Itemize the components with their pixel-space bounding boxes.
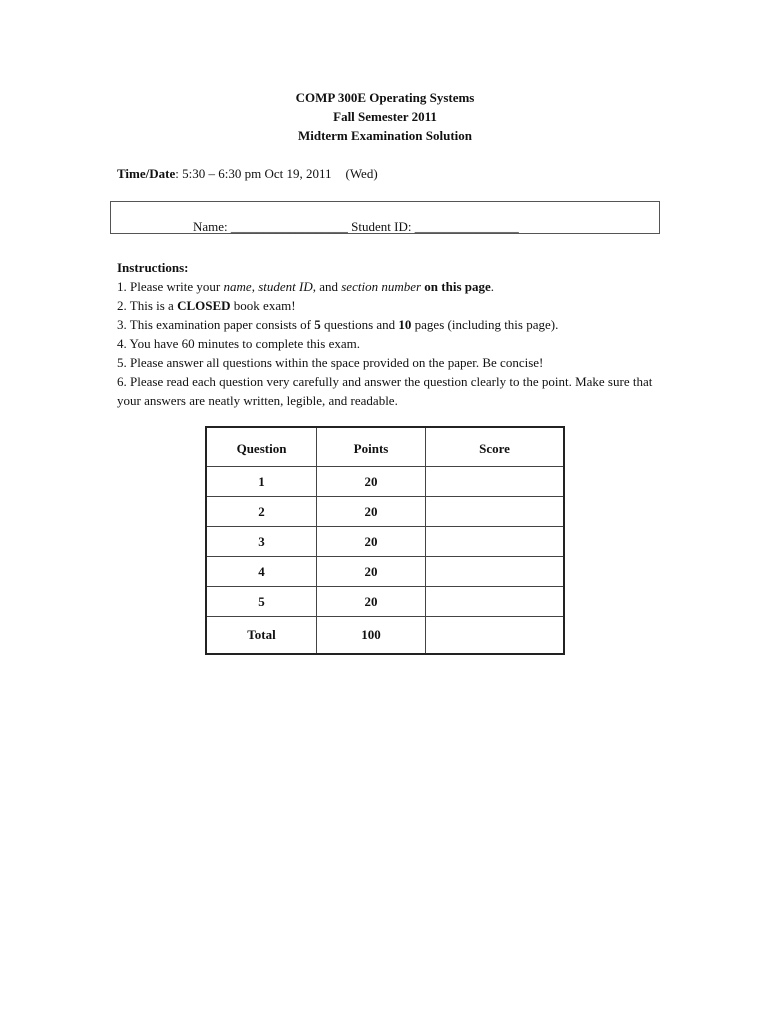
instruction-2-bold: CLOSED [177, 298, 231, 313]
points-cell: 20 [317, 497, 426, 527]
instruction-1-student-id: student ID [258, 279, 313, 294]
instructions-title: Instructions: [117, 260, 189, 275]
instruction-3-questions: 5 [314, 317, 321, 332]
name-id-line: Name: __________________ Student ID: ________________ [193, 219, 519, 234]
header-points: Points [317, 427, 426, 467]
semester-title: Fall Semester 2011 [333, 109, 437, 124]
question-cell: 2 [206, 497, 317, 527]
instruction-3 [117, 315, 677, 334]
points-cell: 20 [317, 587, 426, 617]
total-points: 100 [317, 617, 426, 655]
exam-title: Midterm Examination Solution [297, 128, 473, 143]
instruction-5: 5. Please answer all questions within the space provided on the paper. Be concise! [117, 355, 544, 370]
points-cell: 20 [317, 527, 426, 557]
course-title: COMP 300E Operating Systems [295, 90, 475, 105]
time-date [117, 165, 378, 183]
name-id-box [110, 201, 660, 234]
total-row [206, 617, 564, 655]
header-score: Score [426, 427, 565, 467]
header-question: Question [206, 427, 317, 467]
instruction-4: 4. You have 60 minutes to complete this exam. [117, 336, 361, 351]
instruction-3-end: pages (including this page). [411, 317, 559, 332]
instruction-1-bold: on this page [424, 279, 491, 294]
score-cell[interactable] [426, 527, 565, 557]
time-date-label: Time/Date [117, 166, 176, 181]
instruction-1 [117, 277, 677, 296]
score-cell[interactable] [426, 557, 565, 587]
score-table-header [206, 427, 564, 467]
points-cell: 20 [317, 467, 426, 497]
instruction-3-pages: 10 [398, 317, 412, 332]
instruction-1-section: section number [341, 279, 422, 294]
table-row [206, 527, 564, 557]
question-cell: 3 [206, 527, 317, 557]
instruction-6: 6. Please read each question very carefully and answer the question clearly to the point. Make sure that your answers are neatly written, legible, and readable. [117, 374, 653, 408]
total-label: Total [206, 617, 317, 655]
instruction-3-prefix: 3. This examination paper consists of [117, 317, 315, 332]
time-date-day: (Wed) [345, 166, 378, 181]
table-row [206, 467, 564, 497]
score-cell[interactable] [426, 467, 565, 497]
instruction-3-mid: questions and [320, 317, 399, 332]
instruction-1-end: . [490, 279, 495, 294]
table-row [206, 557, 564, 587]
instruction-1-name: name [223, 279, 252, 294]
time-date-value: : 5:30 – 6:30 pm Oct 19, 2011 [175, 166, 332, 181]
instruction-2 [117, 296, 677, 315]
instruction-2-prefix: 2. This is a [117, 298, 178, 313]
total-score-cell[interactable] [426, 617, 565, 655]
instruction-1-sep2: , and [312, 279, 342, 294]
instruction-1-sep1: , [251, 279, 259, 294]
score-table [205, 426, 565, 655]
points-cell: 20 [317, 557, 426, 587]
score-cell[interactable] [426, 497, 565, 527]
instructions [117, 258, 677, 410]
table-row [206, 587, 564, 617]
instruction-1-prefix: 1. Please write your [117, 279, 224, 294]
question-cell: 1 [206, 467, 317, 497]
score-cell[interactable] [426, 587, 565, 617]
instruction-2-end: book exam! [230, 298, 296, 313]
table-row [206, 497, 564, 527]
question-cell: 5 [206, 587, 317, 617]
exam-header [0, 88, 770, 145]
question-cell: 4 [206, 557, 317, 587]
